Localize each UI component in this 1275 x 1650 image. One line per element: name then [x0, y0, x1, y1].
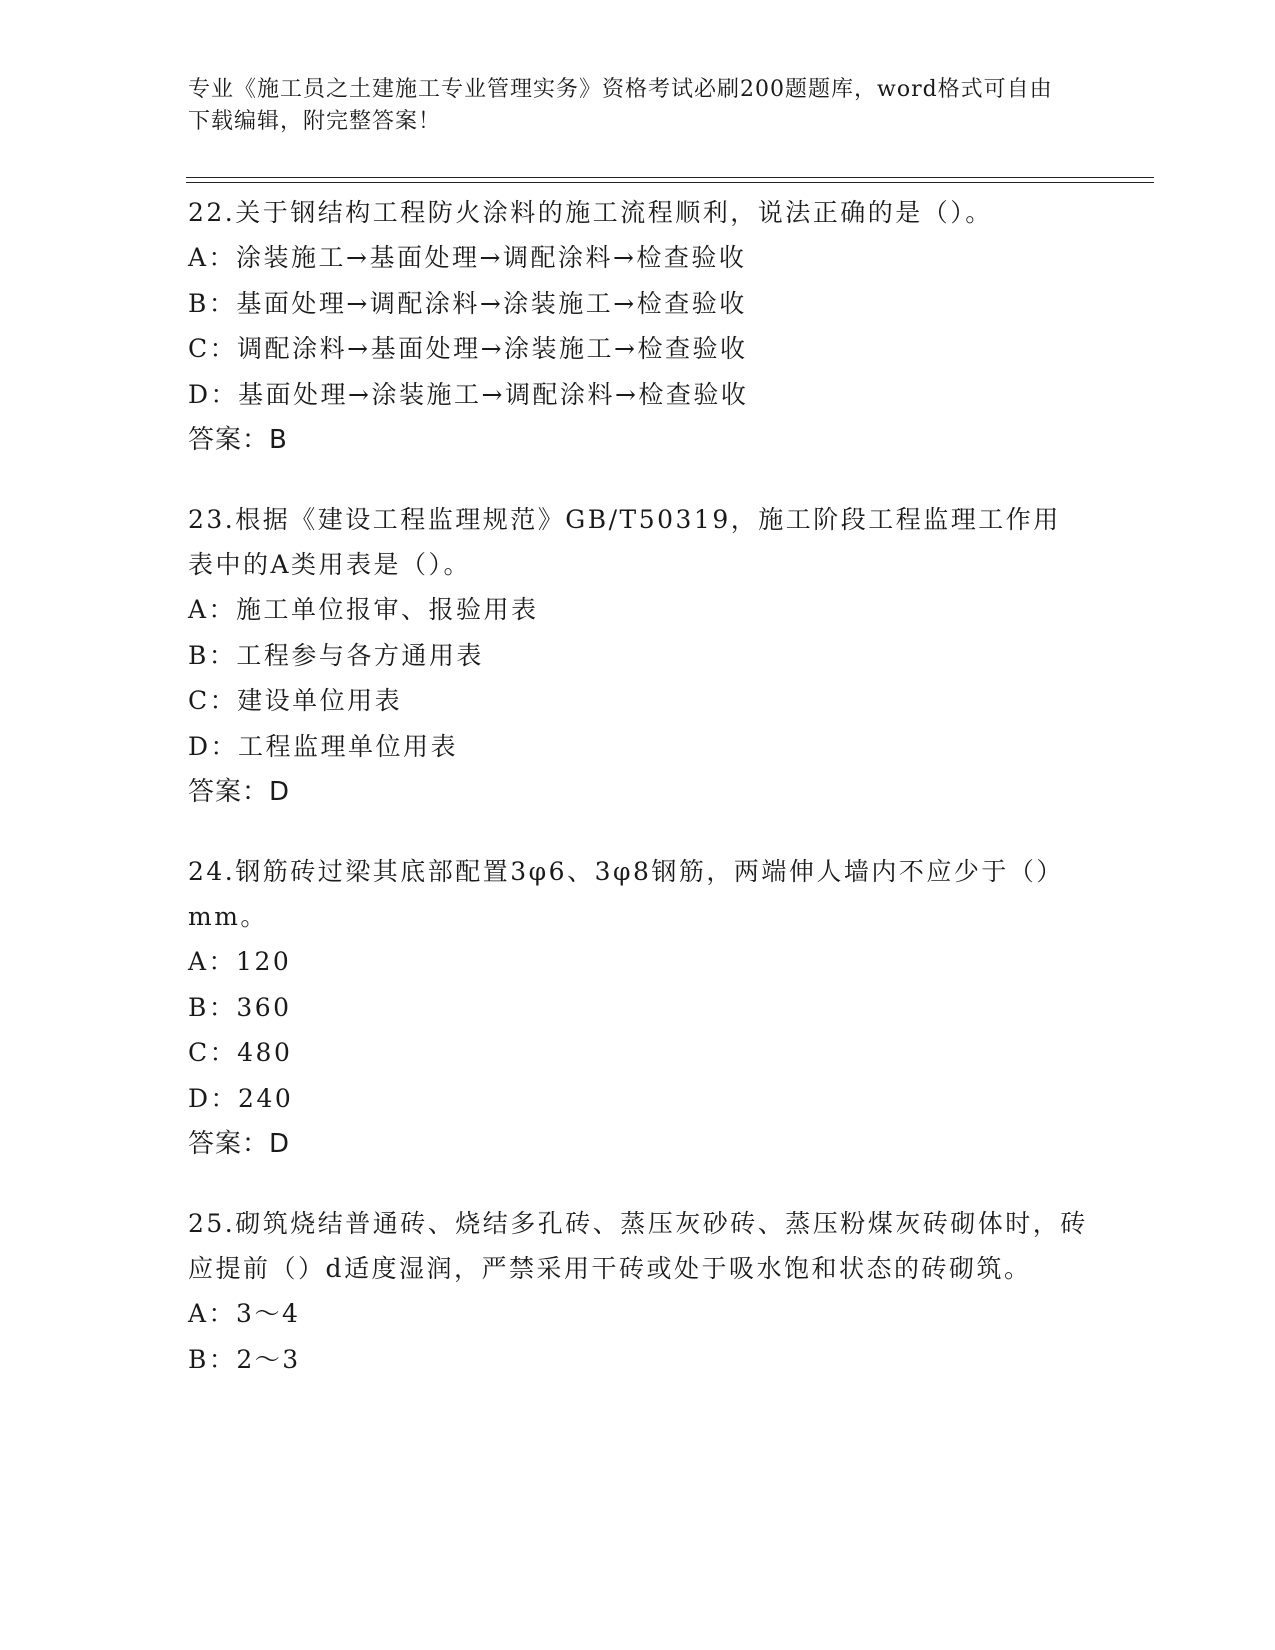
answer-line	[188, 417, 1088, 463]
question-24	[188, 849, 1088, 1167]
option-a: A：施工单位报审、报验用表	[188, 595, 539, 624]
answer-value: B	[269, 425, 288, 455]
option-b: B：2～3	[188, 1344, 301, 1374]
option-b: B：工程参与各方通用表	[188, 640, 484, 670]
option-c: C：480	[188, 1038, 293, 1067]
answer-line	[188, 1121, 1088, 1167]
question-stem: 24.钢筋砖过梁其底部配置3φ6、3φ8钢筋，两端伸人墙内不应少于（）mm。	[188, 857, 1064, 931]
header-divider-top	[186, 177, 1154, 178]
option-c: C：建设单位用表	[188, 686, 403, 715]
question-stem: 22.关于钢结构工程防火涂料的施工流程顺利，说法正确的是（）。	[188, 198, 993, 227]
answer-value: D	[269, 1129, 291, 1159]
option-c: C：调配涂料→基面处理→涂装施工→检查验收	[188, 334, 748, 363]
option-a: A：120	[188, 947, 292, 976]
option-b: B：360	[188, 992, 292, 1022]
option-a: A：3～4	[188, 1299, 301, 1328]
question-22	[188, 190, 1088, 463]
option-d: D：240	[188, 1083, 294, 1113]
header-divider-bottom	[186, 182, 1154, 183]
document-header: 专业《施工员之土建施工专业管理实务》资格考试必刷200题题库，word格式可自由下载编辑，附完整答案！	[188, 77, 1053, 134]
question-stem: 23.根据《建设工程监理规范》GB/T50319，施工阶段工程监理工作用表中的A类用表是（）。	[188, 505, 1061, 579]
option-d: D：工程监理单位用表	[188, 731, 459, 761]
question-list	[188, 190, 1088, 1416]
answer-line	[188, 769, 1088, 815]
question-25	[188, 1201, 1088, 1382]
answer-label: 答案：	[188, 425, 270, 455]
question-23	[188, 497, 1088, 815]
answer-label: 答案：	[188, 1129, 270, 1159]
question-stem: 25.砌筑烧结普通砖、烧结多孔砖、蒸压灰砂砖、蒸压粉煤灰砖砌体时，砖应提前（）d适度湿润，严禁采用干砖或处于吸水饱和状态的砖砌筑。	[188, 1209, 1088, 1283]
option-d: D：基面处理→涂装施工→调配涂料→检查验收	[188, 379, 749, 409]
answer-value: D	[269, 777, 291, 807]
option-b: B：基面处理→调配涂料→涂装施工→检查验收	[188, 288, 747, 318]
option-a: A：涂装施工→基面处理→调配涂料→检查验收	[188, 243, 747, 272]
answer-label: 答案：	[188, 777, 270, 807]
